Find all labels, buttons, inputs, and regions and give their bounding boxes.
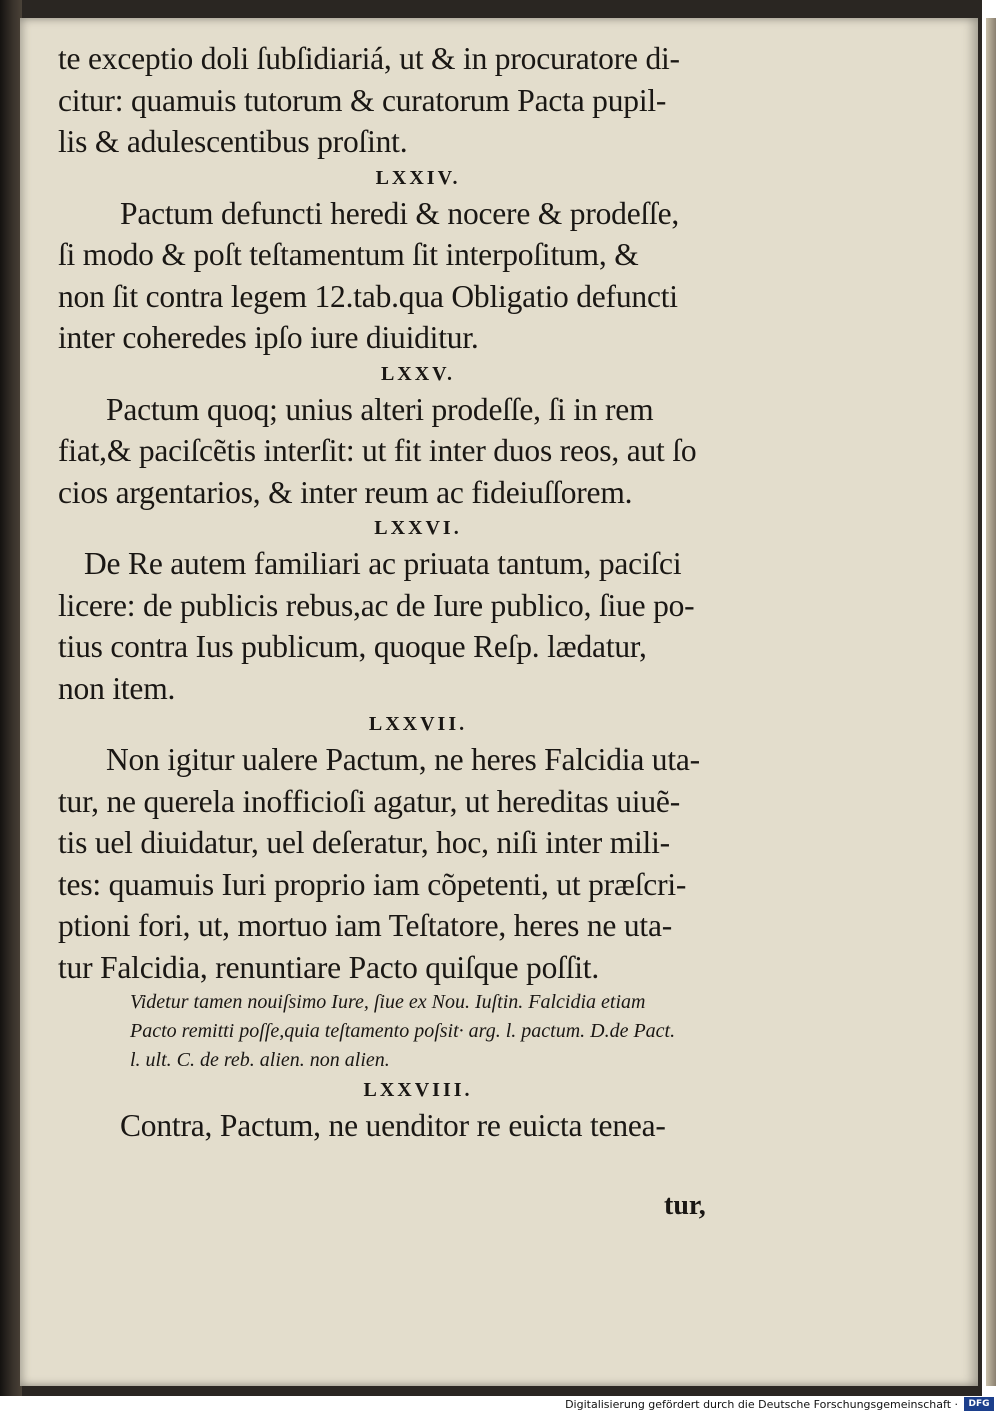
section-number-78: LXXVIII. bbox=[363, 1079, 473, 1101]
text-line: Pactum defuncti heredi & nocere & prodeſſe, bbox=[120, 195, 680, 231]
text-line: Contra, Pactum, ne uenditor re euicta tenea- bbox=[120, 1108, 666, 1143]
book-spine-edge bbox=[0, 0, 22, 1396]
dfg-credit: Digitalisierung gefördert durch die Deutsche Forschungsgemeinschaft · bbox=[565, 1398, 958, 1411]
text-line: De Re autem familiari ac priuata tantum, paciſci bbox=[84, 546, 682, 581]
catchword: tur, bbox=[664, 1190, 706, 1221]
text-line: Pactum quoq; unius alteri prodeſſe, ſi in rem bbox=[106, 391, 654, 427]
text-line: lis & adulescentibus proſint. bbox=[58, 124, 408, 159]
text-line: tis uel diuidatur, uel deſeratur, hoc, niſi inter mili- bbox=[58, 825, 670, 860]
annotation-note: l. ult. C. de reb. alien. non alien. bbox=[130, 1049, 390, 1071]
text-line: tur, ne querela inofficioſi agatur, ut hereditas uiuẽ- bbox=[58, 783, 680, 819]
text-line: fiat,& paciſcẽtis interſit: ut fit inter duos reos, aut ſo bbox=[58, 433, 697, 468]
text-line: tes: quamuis Iuri proprio iam cõpetenti, ut præſcri- bbox=[58, 866, 687, 902]
section-number-76: LXXVI. bbox=[374, 517, 462, 539]
text-line: ſi modo & poſt teſtamentum ſit interpoſitum, & bbox=[58, 237, 639, 272]
page-text bbox=[58, 38, 778, 1147]
text-line: cios argentarios, & inter reum ac fideiuſſorem. bbox=[58, 474, 633, 510]
dfg-logo-icon: DFG bbox=[964, 1397, 994, 1411]
text-line: non item. bbox=[58, 670, 176, 706]
section-number-74: LXXIV. bbox=[375, 166, 461, 189]
text-line: inter coheredes ipſo iure diuiditur. bbox=[58, 320, 479, 355]
text-line: citur: quamuis tutorum & curatorum Pacta pupil- bbox=[58, 82, 667, 118]
text-line: Non igitur ualere Pactum, ne heres Falcidia uta- bbox=[106, 742, 700, 777]
text-line: licere: de publicis rebus,ac de Iure publico, ſiue po- bbox=[58, 587, 695, 623]
section-number-77: LXXVII. bbox=[368, 713, 468, 735]
annotation-note: Videtur tamen nouiſsimo Iure, ſiue ex Nou. Iuſtin. Falcidia etiam bbox=[130, 991, 646, 1013]
section-number-75: LXXV. bbox=[380, 362, 456, 385]
text-line: te exceptio doli ſubſidiariá, ut & in procuratore di- bbox=[58, 41, 680, 76]
text-line: non ſit contra legem 12.tab.qua Obligatio defuncti bbox=[58, 278, 678, 314]
page-fore-edge bbox=[986, 18, 996, 1386]
text-line: tius contra Ius publicum, quoque Reſp. lædatur, bbox=[58, 629, 647, 664]
text-line: ptioni fori, ut, mortuo iam Teſtatore, heres ne uta- bbox=[58, 908, 673, 943]
annotation-note: Pacto remitti poſſe,quia teſtamento poſsit· arg. l. pactum. D.de Pact. bbox=[130, 1020, 676, 1042]
text-line: tur Falcidia, renuntiare Pacto quiſque poſſit. bbox=[58, 949, 600, 985]
